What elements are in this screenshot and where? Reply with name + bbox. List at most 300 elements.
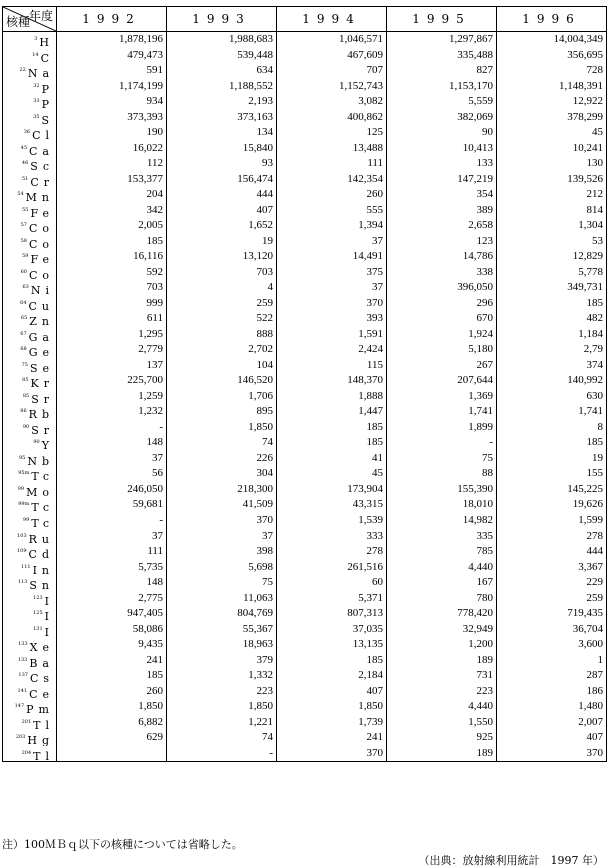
mass-number: 85 bbox=[22, 377, 29, 384]
element-symbol: Tc bbox=[31, 470, 54, 482]
element-symbol: Ni bbox=[30, 284, 54, 296]
nuclide-cell bbox=[3, 373, 56, 389]
value-cell: 223 bbox=[476, 684, 493, 697]
value-cell: 1,739 bbox=[358, 715, 383, 728]
element-symbol: S bbox=[41, 113, 54, 126]
value-cell: 142,354 bbox=[347, 172, 383, 185]
value-cell: 1,153,170 bbox=[449, 79, 493, 92]
value-cell: 53 bbox=[592, 234, 603, 247]
source-citation: （出典：放射線利用統計 1997 年） bbox=[418, 854, 604, 867]
value-cell: 13,120 bbox=[242, 250, 273, 263]
value-cell: 2,775 bbox=[138, 591, 163, 604]
nuclide-cell bbox=[3, 653, 56, 669]
value-cell: 522 bbox=[256, 312, 273, 325]
value-cell: 3,082 bbox=[358, 95, 383, 108]
mass-number: 131 bbox=[33, 625, 43, 632]
value-cell: 1,988,683 bbox=[229, 33, 273, 45]
value-cell: 90 bbox=[482, 126, 493, 139]
mass-number: 59 bbox=[22, 253, 29, 260]
value-cell: 74 bbox=[262, 436, 273, 449]
element-symbol: Sc bbox=[30, 160, 54, 172]
value-cell: 4,440 bbox=[468, 560, 493, 573]
nuclide-cell bbox=[3, 389, 56, 405]
value-cell: 728 bbox=[586, 64, 603, 77]
nuclide-cell bbox=[3, 172, 56, 188]
value-cell: 190 bbox=[146, 126, 163, 139]
value-cell: 125 bbox=[366, 126, 383, 139]
value-cell: 947,405 bbox=[127, 607, 163, 620]
mass-number: 45 bbox=[20, 144, 28, 151]
element-symbol: Mo bbox=[26, 485, 54, 498]
footnote: 注）100ＭＢｑ以下の核種については省略した。 bbox=[2, 838, 243, 851]
mass-number: 64 bbox=[20, 299, 27, 306]
value-cell: 156,474 bbox=[237, 172, 273, 185]
mass-number: 201 bbox=[21, 718, 32, 725]
value-cell: 999 bbox=[146, 296, 163, 309]
mass-number: 95 bbox=[18, 454, 26, 461]
value-cell: 1,924 bbox=[468, 327, 493, 340]
element-symbol: Nb bbox=[27, 454, 54, 467]
mass-number: 32 bbox=[33, 82, 40, 89]
value-cell: - bbox=[489, 436, 493, 449]
nuclide-cell bbox=[3, 110, 56, 126]
value-cell: 14,004,349 bbox=[553, 33, 603, 45]
value-cell: 55,367 bbox=[242, 622, 273, 635]
value-cell: 75 bbox=[262, 576, 273, 589]
value-cell: 389 bbox=[476, 203, 493, 216]
value-cell: 112 bbox=[146, 157, 163, 170]
value-cell: 189 bbox=[476, 653, 493, 666]
value-cell: 888 bbox=[256, 327, 273, 340]
value-cell: 45 bbox=[372, 467, 383, 480]
value-cell: 785 bbox=[476, 545, 493, 558]
mass-number: 95m bbox=[18, 470, 30, 477]
nuclide-cell bbox=[3, 513, 56, 529]
value-cell: 6,882 bbox=[138, 715, 163, 728]
mass-number: 33 bbox=[33, 98, 40, 105]
value-cell: 1,741 bbox=[468, 405, 493, 418]
value-cell: 185 bbox=[146, 234, 163, 247]
nuclide-cell bbox=[3, 63, 56, 79]
element-symbol: Co bbox=[28, 222, 54, 234]
value-cell: 229 bbox=[586, 576, 603, 589]
value-cell: 2,779 bbox=[138, 343, 163, 356]
value-cell: 148 bbox=[146, 576, 163, 589]
value-cell: 56 bbox=[152, 467, 163, 480]
mass-number: 137 bbox=[18, 672, 28, 679]
value-cell: 814 bbox=[586, 203, 603, 216]
value-cell: 1,888 bbox=[358, 389, 383, 402]
value-cell: 1,046,571 bbox=[339, 33, 383, 45]
value-cell: 5,698 bbox=[248, 560, 273, 573]
value-cell: 8 bbox=[597, 420, 603, 433]
value-cell: 36,704 bbox=[572, 622, 603, 635]
element-symbol: Ce bbox=[29, 687, 54, 700]
element-symbol: Kr bbox=[30, 377, 54, 389]
mass-number: 46 bbox=[21, 160, 29, 167]
element-symbol: H bbox=[39, 36, 54, 48]
value-cell: 146,520 bbox=[237, 374, 273, 387]
value-cell: 140,992 bbox=[567, 374, 603, 387]
value-cell: 59,681 bbox=[132, 498, 163, 511]
element-symbol: Tc bbox=[31, 501, 54, 513]
value-cell: 167 bbox=[476, 576, 493, 589]
value-cell: 1,850 bbox=[358, 700, 383, 713]
mass-number: 141 bbox=[17, 687, 28, 694]
value-cell: 407 bbox=[366, 684, 383, 697]
value-cell: 2,424 bbox=[358, 343, 383, 356]
value-cell: 1,304 bbox=[578, 219, 603, 232]
value-cell: 1,232 bbox=[138, 405, 163, 418]
element-symbol: Tc bbox=[31, 516, 54, 529]
value-cell: 104 bbox=[256, 358, 273, 371]
value-cell: 186 bbox=[586, 684, 603, 697]
value-cell: 204 bbox=[146, 188, 163, 201]
mass-number: 68 bbox=[20, 346, 27, 353]
value-cell: 1,550 bbox=[468, 715, 493, 728]
value-cell: 32,949 bbox=[462, 622, 493, 635]
nuclide-axis-label: 核種 bbox=[6, 15, 31, 29]
nuclide-cell bbox=[3, 622, 56, 638]
value-cell: 2,658 bbox=[468, 219, 493, 232]
value-cell: 133 bbox=[476, 157, 493, 170]
value-cell: 1,259 bbox=[138, 389, 163, 402]
value-cell: 539,448 bbox=[237, 48, 273, 61]
nuclide-cell bbox=[3, 218, 56, 234]
element-symbol: Cd bbox=[28, 548, 54, 560]
mass-number: 86 bbox=[20, 408, 27, 415]
mass-number: 147 bbox=[14, 703, 25, 710]
element-symbol: Cr bbox=[30, 175, 54, 188]
element-symbol: Zn bbox=[29, 315, 54, 327]
value-cell: 804,769 bbox=[237, 607, 273, 620]
element-symbol: Se bbox=[29, 361, 54, 374]
value-cell: 12,829 bbox=[572, 250, 603, 263]
value-cell: 335,488 bbox=[457, 48, 493, 61]
value-cell: 1,850 bbox=[248, 700, 273, 713]
element-symbol: Cl bbox=[32, 129, 54, 141]
element-symbol: Sn bbox=[29, 579, 54, 591]
nuclide-cell bbox=[3, 420, 56, 436]
element-symbol: Hg bbox=[27, 734, 54, 746]
nuclide-cell bbox=[3, 497, 56, 513]
mass-number: 133 bbox=[18, 641, 28, 648]
value-cell: 630 bbox=[586, 389, 603, 402]
value-cell: 1,480 bbox=[578, 700, 603, 713]
element-symbol: Mn bbox=[25, 191, 54, 203]
value-cell: 670 bbox=[476, 312, 493, 325]
mass-number: 203 bbox=[15, 734, 26, 741]
value-cell: 14,982 bbox=[462, 513, 493, 526]
mass-number: 63 bbox=[22, 284, 29, 291]
element-symbol: Sr bbox=[31, 392, 54, 405]
year-header-1995: 1995 bbox=[387, 7, 497, 32]
value-cell: 611 bbox=[146, 312, 163, 325]
mass-number: 3 bbox=[34, 36, 38, 42]
value-cell: 75 bbox=[482, 451, 493, 464]
year-axis-label: 年度 bbox=[28, 9, 53, 23]
value-cell: 2,193 bbox=[248, 95, 273, 108]
value-cell: 444 bbox=[256, 188, 273, 201]
value-cell: 1,706 bbox=[248, 389, 273, 402]
nuclide-cell bbox=[3, 466, 56, 482]
value-cell: 703 bbox=[256, 265, 273, 278]
nuclide-cell bbox=[3, 280, 56, 296]
element-symbol: P bbox=[41, 82, 54, 95]
element-symbol: Cu bbox=[28, 299, 54, 312]
element-symbol: Ba bbox=[29, 656, 54, 669]
value-cell: 148 bbox=[146, 436, 163, 449]
value-cell: 74 bbox=[262, 731, 273, 744]
value-cell: 807,313 bbox=[347, 607, 383, 620]
value-cell: 185 bbox=[586, 436, 603, 449]
values-column-1995 bbox=[387, 32, 497, 762]
value-cell: 1,599 bbox=[578, 513, 603, 526]
value-cell: 354 bbox=[476, 188, 493, 201]
value-cell: 5,180 bbox=[468, 343, 493, 356]
nuclide-cell bbox=[3, 79, 56, 95]
value-cell: 1,652 bbox=[248, 219, 273, 232]
element-symbol: Ru bbox=[28, 532, 54, 545]
nuclide-cell bbox=[3, 730, 56, 746]
value-cell: 60 bbox=[372, 576, 383, 589]
mass-number: 133 bbox=[17, 656, 28, 663]
nuclide-cell bbox=[3, 637, 56, 653]
value-cell: 12,922 bbox=[572, 95, 603, 108]
nuclide-cell bbox=[3, 265, 56, 281]
value-cell: 185 bbox=[146, 669, 163, 682]
value-cell: 226 bbox=[256, 451, 273, 464]
value-cell: 278 bbox=[586, 529, 603, 542]
value-cell: 1,297,867 bbox=[449, 33, 493, 45]
value-cell: 1,591 bbox=[358, 327, 383, 340]
value-cell: 111 bbox=[147, 545, 163, 558]
element-symbol: Sr bbox=[31, 423, 54, 436]
value-cell: 2,184 bbox=[358, 669, 383, 682]
element-symbol: Pm bbox=[26, 703, 54, 715]
mass-number: 99m bbox=[18, 501, 30, 508]
nuclide-cell bbox=[3, 435, 56, 451]
value-cell: 16,116 bbox=[133, 250, 163, 263]
value-cell: 148,370 bbox=[347, 374, 383, 387]
value-cell: 41 bbox=[372, 451, 383, 464]
element-symbol: I bbox=[44, 610, 54, 622]
value-cell: 123 bbox=[476, 234, 493, 247]
element-symbol: Xe bbox=[29, 641, 54, 653]
element-symbol: C bbox=[40, 51, 54, 64]
value-cell: 1,332 bbox=[248, 669, 273, 682]
values-column-1994 bbox=[277, 32, 387, 762]
nuclide-cell bbox=[3, 94, 56, 110]
value-cell: 398 bbox=[256, 545, 273, 558]
value-cell: 396,050 bbox=[457, 281, 493, 294]
value-cell: 241 bbox=[146, 653, 163, 666]
nuclide-cell bbox=[3, 249, 56, 265]
value-cell: 4 bbox=[267, 281, 273, 294]
value-cell: 207,644 bbox=[457, 374, 493, 387]
value-cell: 1,850 bbox=[138, 700, 163, 713]
value-cell: 147,219 bbox=[457, 172, 493, 185]
value-cell: 1,447 bbox=[358, 405, 383, 418]
value-cell: 223 bbox=[256, 684, 273, 697]
mass-number: 113 bbox=[17, 579, 28, 586]
value-cell: 115 bbox=[366, 358, 383, 371]
value-cell: 37 bbox=[152, 451, 163, 464]
value-cell: 155,390 bbox=[457, 482, 493, 495]
value-cell: 185 bbox=[366, 436, 383, 449]
value-cell: 1,295 bbox=[138, 327, 163, 340]
nuclide-cell bbox=[3, 575, 56, 591]
value-cell: 88 bbox=[482, 467, 493, 480]
value-cell: 4,440 bbox=[468, 700, 493, 713]
element-symbol: Fe bbox=[30, 253, 54, 265]
value-cell: 259 bbox=[586, 591, 603, 604]
value-cell: 375 bbox=[366, 265, 383, 278]
value-cell: 2,79 bbox=[583, 343, 603, 356]
value-cell: 370 bbox=[586, 746, 603, 759]
mass-number: 99 bbox=[17, 485, 25, 492]
nuclide-cell bbox=[3, 404, 56, 420]
values-column-1993 bbox=[167, 32, 277, 762]
value-cell: 373,393 bbox=[127, 110, 163, 123]
value-cell: 1,741 bbox=[578, 405, 603, 418]
value-cell: 185 bbox=[366, 653, 383, 666]
value-cell: 16,022 bbox=[132, 141, 163, 154]
value-cell: 14,491 bbox=[352, 250, 383, 263]
nuclide-cell bbox=[3, 451, 56, 467]
value-cell: 212 bbox=[586, 188, 603, 201]
value-cell: 925 bbox=[476, 731, 493, 744]
value-cell: 15,840 bbox=[242, 141, 273, 154]
element-symbol: Tl bbox=[33, 718, 54, 731]
value-cell: 356,695 bbox=[567, 48, 603, 61]
element-symbol: Co bbox=[28, 268, 54, 281]
mass-number: 55 bbox=[22, 206, 29, 213]
value-cell: 278 bbox=[366, 545, 383, 558]
value-cell: 5,559 bbox=[468, 95, 493, 108]
value-cell: 731 bbox=[476, 669, 493, 682]
value-cell: 260 bbox=[146, 684, 163, 697]
value-cell: 287 bbox=[586, 669, 603, 682]
radioisotope-table bbox=[2, 6, 607, 762]
value-cell: 5,371 bbox=[358, 591, 383, 604]
value-cell: 634 bbox=[256, 64, 273, 77]
value-cell: 1,539 bbox=[358, 513, 383, 526]
value-cell: - bbox=[159, 420, 163, 433]
nuclide-cell bbox=[3, 544, 56, 560]
value-cell: 185 bbox=[586, 296, 603, 309]
element-symbol: Ga bbox=[28, 330, 54, 343]
values-column-1996 bbox=[497, 32, 607, 762]
nuclide-cell bbox=[3, 48, 56, 64]
value-cell: 19 bbox=[262, 234, 273, 247]
value-cell: 379 bbox=[256, 653, 273, 666]
nuclide-cell bbox=[3, 156, 56, 172]
value-cell: 338 bbox=[476, 265, 493, 278]
nuclide-cell bbox=[3, 187, 56, 203]
value-cell: 895 bbox=[256, 405, 273, 418]
value-cell: 370 bbox=[256, 513, 273, 526]
value-cell: - bbox=[159, 513, 163, 526]
mass-number: 54 bbox=[17, 191, 24, 198]
nuclide-cell bbox=[3, 591, 56, 607]
value-cell bbox=[57, 746, 166, 762]
mass-number: 125 bbox=[33, 610, 43, 617]
value-cell: - bbox=[269, 746, 273, 759]
nuclide-cell bbox=[3, 234, 56, 250]
header-row bbox=[3, 7, 607, 32]
element-symbol: P bbox=[41, 98, 54, 110]
value-cell: 342 bbox=[146, 203, 163, 216]
value-cell: 444 bbox=[586, 545, 603, 558]
nuclide-cell bbox=[3, 529, 56, 545]
element-symbol: Ca bbox=[29, 144, 54, 157]
value-cell: 400,862 bbox=[347, 110, 383, 123]
value-cell: 382,069 bbox=[457, 110, 493, 123]
value-cell: 43,315 bbox=[352, 498, 383, 511]
element-symbol: Ge bbox=[28, 346, 54, 358]
value-cell: 1 bbox=[597, 653, 603, 666]
value-cell: 378,299 bbox=[567, 110, 603, 123]
nuclide-cell bbox=[3, 606, 56, 622]
value-cell: 18,010 bbox=[462, 498, 493, 511]
value-cell: 592 bbox=[146, 265, 163, 278]
corner-cell bbox=[3, 7, 57, 32]
nuclide-cell bbox=[3, 482, 56, 498]
year-header-1994: 1994 bbox=[277, 7, 387, 32]
value-cell: 555 bbox=[366, 203, 383, 216]
value-cell: 1,878,196 bbox=[119, 33, 163, 45]
value-cell: 703 bbox=[146, 281, 163, 294]
element-symbol: Fe bbox=[30, 206, 54, 219]
value-cell: 189 bbox=[476, 746, 493, 759]
nuclide-cell bbox=[3, 358, 56, 374]
value-cell: 778,420 bbox=[457, 607, 493, 620]
mass-number: 67 bbox=[20, 330, 27, 337]
value-cell: 9,435 bbox=[138, 638, 163, 651]
value-cell: 218,300 bbox=[237, 482, 273, 495]
nuclide-cell bbox=[3, 560, 56, 576]
value-cell: 37 bbox=[372, 281, 383, 294]
value-cell: 1,394 bbox=[358, 219, 383, 232]
value-cell: 137 bbox=[146, 358, 163, 371]
table-body bbox=[3, 32, 607, 762]
value-cell: 1,369 bbox=[468, 389, 493, 402]
mass-number: 90 bbox=[22, 423, 30, 430]
nuclide-cell bbox=[3, 141, 56, 157]
value-cell: 5,735 bbox=[138, 560, 163, 573]
nuclide-cell bbox=[3, 311, 56, 327]
value-cell: 1,174,199 bbox=[119, 79, 163, 92]
value-cell: 41,509 bbox=[242, 498, 273, 511]
mass-number: 60 bbox=[20, 268, 27, 275]
mass-number: 35 bbox=[33, 113, 40, 120]
value-cell: 407 bbox=[586, 731, 603, 744]
value-cell: 111 bbox=[367, 157, 383, 170]
value-cell: 5,778 bbox=[578, 265, 603, 278]
nuclide-cell bbox=[3, 715, 56, 731]
value-cell: 45 bbox=[592, 126, 603, 139]
value-cell: 37,035 bbox=[352, 622, 383, 635]
value-cell: 241 bbox=[366, 731, 383, 744]
value-cell: 393 bbox=[366, 312, 383, 325]
value-cell: 296 bbox=[476, 296, 493, 309]
value-cell: 58,086 bbox=[132, 622, 163, 635]
element-symbol: In bbox=[32, 563, 54, 576]
value-cell: 374 bbox=[586, 358, 603, 371]
mass-number: 58 bbox=[20, 237, 27, 244]
nuclide-cell bbox=[3, 699, 56, 715]
